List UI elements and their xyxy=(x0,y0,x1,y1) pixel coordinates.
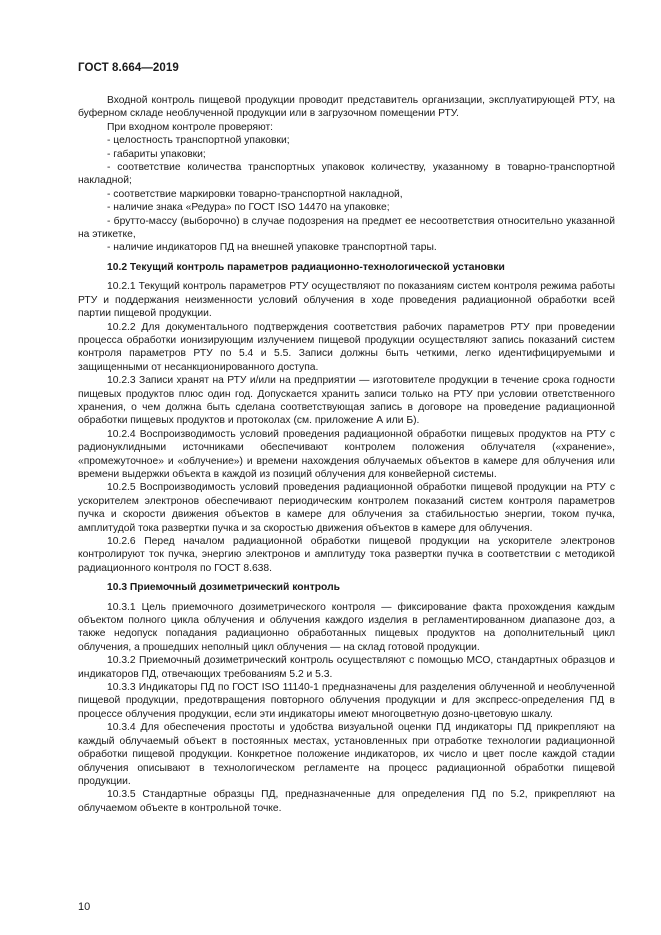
paragraph: 10.2.6 Перед началом радиационной обработки пищевой продукции на ускорителе электронов контролируют ток пучка, энергию электронов и амплитуду тока развертки пучка в соответствии с методикой радиационного контроля по ГОСТ 8.638. xyxy=(78,536,615,574)
paragraph: 10.3.3 Индикаторы ПД по ГОСТ ISO 11140-1 предназначены для разделения облученной и необлученной пищевой продукции, предотвращения повторного облучения продукции и для экспресс-определения ПД в процессе облучения продукции, если эти индикаторы имеют многоцветную дозно-цветовую шкалу. xyxy=(78,682,615,720)
paragraph: Входной контроль пищевой продукции проводит представитель организации, эксплуатирующей РТУ, на буферном складе необлученной продукции или в загрузочном помещении РТУ. xyxy=(78,95,615,120)
paragraph: 10.3.1 Цель приемочного дозиметрического контроля — фиксирование факта прохождения каждым объектом полного цикла облучения и облучения каждого изделия в регламентированном диапазоне доз, а также недопуск попадания радиационно обработанных пищевых продуктов на дополнительный цикл облучения, а прошедших неполный цикл облучения — на склад готовой продукции. xyxy=(78,601,615,653)
list-item: - соответствие количества транспортных упаковок количеству, указанному в товарно-транспортной накладной; xyxy=(78,162,615,187)
section-heading: 10.2 Текущий контроль параметров радиационно-технологической установки xyxy=(107,261,505,273)
paragraph: 10.2.1 Текущий контроль параметров РТУ осуществляют по показаниям систем контроля режима работы РТУ и поддержания неизменности условий облучения в ходе проведения радиационной обработки всей партии пищевой продукции. xyxy=(78,281,615,320)
document-body xyxy=(78,94,615,815)
list-item: - соответствие маркировки товарно-транспортной накладной, xyxy=(107,188,403,200)
paragraph: 10.2.3 Записи хранят на РТУ и/или на предприятии — изготовителе продукции в течение срока годности пищевых продуктов плюс один год. Допускается хранить записи только на РТУ при условии ответственного хранения, о чем должна быть сделана соответствующая запись в договоре на проведение радиационной обработки пищевых продуктов и протоколах (см. приложение А или Б). xyxy=(78,375,615,427)
paragraph: При входном контроле проверяют: xyxy=(107,121,274,133)
paragraph: 10.3.2 Приемочный дозиметрический контроль осуществляют с помощью МСО, стандартных образцов и индикаторов ПД, отвечающих требованиям 5.2 и 5.3. xyxy=(78,655,615,680)
paragraph: 10.2.2 Для документального подтверждения соответствия рабочих параметров РТУ при проведении процесса обработки ионизирующим излучением пищевой продукции осуществляют запись показаний систем контроля параметров РТУ по 5.4 и 5.5. Записи должны быть четкими, легко идентифицируемыми и защищенными от несанкционированного доступа. xyxy=(78,321,615,373)
section-heading: 10.3 Приемочный дозиметрический контроль xyxy=(107,582,340,594)
paragraph: 10.2.4 Воспроизводимость условий проведения радиационной обработки пищевых продуктов на РТУ с радионуклидными источниками обеспечивают контролем положения облучателя («хранение», «промежуточное» и «облучение») и времени нахождения облучаемых объектов в камере для облучения или времени выдержки объекта в каждой из позиций облучения для конвейерной системы. xyxy=(78,428,615,480)
list-item: - целостность транспортной упаковки; xyxy=(107,135,290,147)
list-item: - наличие индикаторов ПД на внешней упаковке транспортной тары. xyxy=(107,242,437,254)
paragraph: 10.2.5 Воспроизводимость условий проведения радиационной обработки пищевой продукции на РТУ с ускорителем электронов обеспечивают периодическим контролем показаний систем контроля параметров пучка и скорости движения объектов в камере для облучения за стабильностью энергии, током пучка, амплитудой тока развертки пучка и за скоростью движения объектов в камере для облучения. xyxy=(78,482,615,534)
page-number: 10 xyxy=(78,901,91,913)
paragraph: 10.3.4 Для обеспечения простоты и удобства визуальной оценки ПД индикаторы ПД прикрепляют на каждый облучаемый объект в постоянных местах, установленных при отработке технологии радиационной обработки пищевой продукции. Конкретное положение индикаторов, их число и цвет после каждой стадии облучения описывают в технологическом регламенте на процесс радиационной обработки пищевой продукции. xyxy=(78,722,615,787)
document-header: ГОСТ 8.664—2019 xyxy=(78,62,179,74)
list-item: - наличие знака «Редура» по ГОСТ ISO 14470 на упаковке; xyxy=(107,202,390,214)
list-item: - брутто-массу (выборочно) в случае подозрения на предмет ее несоответствия относительно указанной на этикетке, xyxy=(78,215,615,241)
paragraph: 10.3.5 Стандартные образцы ПД, предназначенные для определения ПД по 5.2, прикрепляют на облучаемом объекте в контрольной точке. xyxy=(78,789,615,814)
list-item: - габариты упаковки; xyxy=(107,148,206,160)
